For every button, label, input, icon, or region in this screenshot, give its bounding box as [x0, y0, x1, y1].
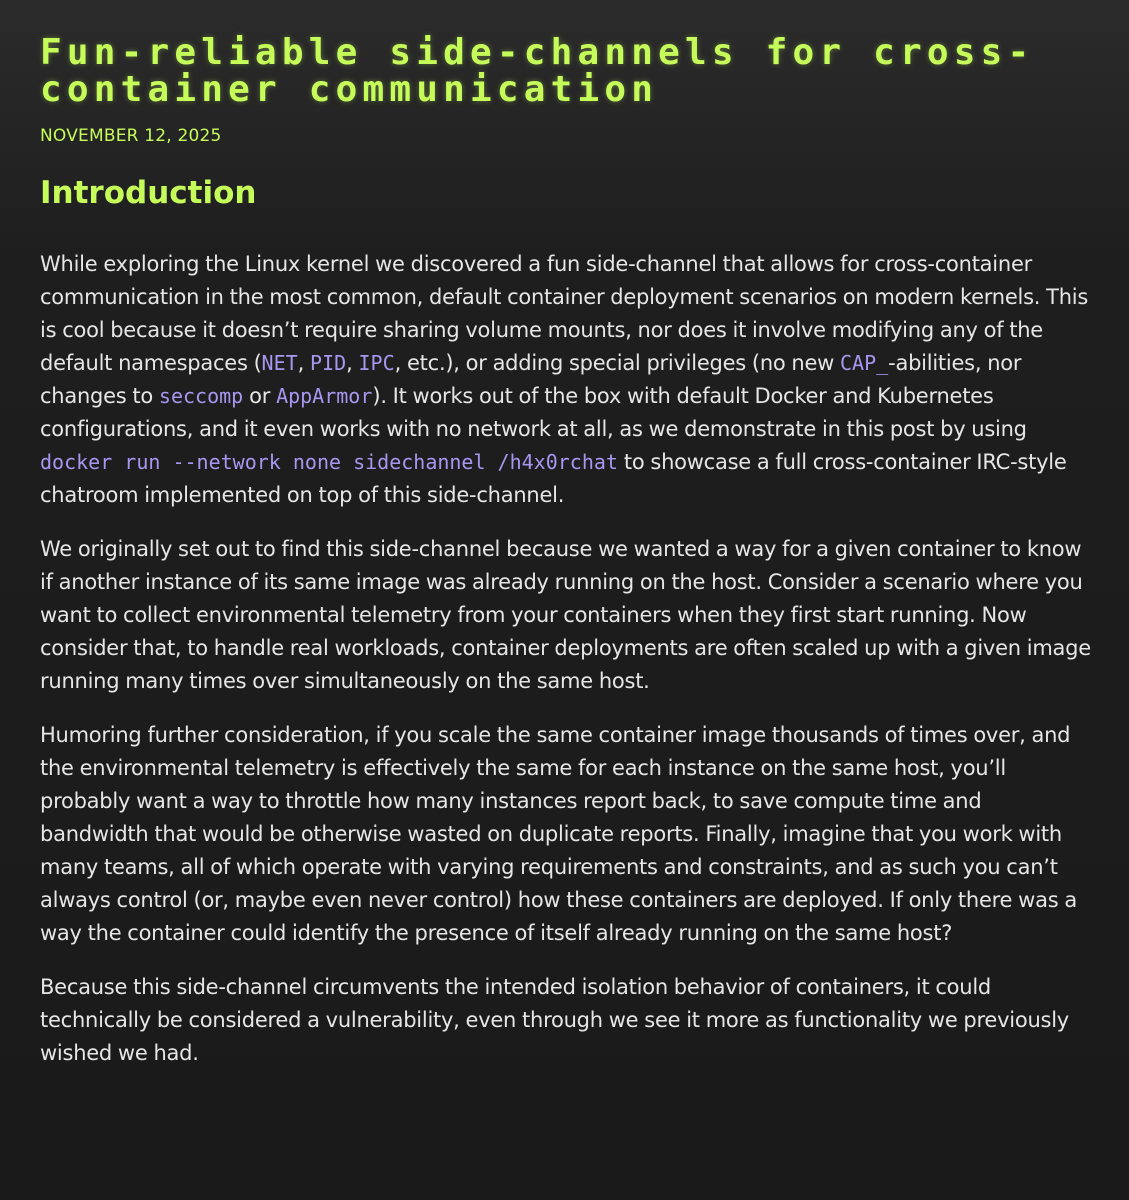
intro-paragraph-4: Because this side-channel circumvents the intended isolation behavior of containers, it could technically be considered a vulnerability, even through we see it more as functionality we previously wished we had. — [40, 975, 1069, 1065]
paragraph-text: , — [297, 351, 311, 375]
inline-code-docker-command: docker run --network none sidechannel /h4x0rchat — [40, 450, 618, 474]
paragraph-text: , — [346, 351, 359, 375]
article-title: Fun-reliable side-channels for cross-container communication — [40, 32, 1035, 110]
paragraph-text: ). It works out of the box with default Docker and Kubernetes configurations, and it even works with no network at all, as we demonstrate in this post by using — [40, 384, 1027, 441]
intro-paragraph-3: Humoring further consideration, if you scale the same container image thousands of times over, and the environmental telemetry is effectively the same for each instance on the same host, you’ll probably want a way to throttle how many instances report back, to save compute time and bandwidth that would be otherwise wasted on duplicate reports. Finally, imagine that you work with many teams, all of which operate with varying requirements and constraints, and as such you can’t always control (or, maybe even never control) how these containers are deployed. If only there was a way the container could identify the presence of itself already running on the same host? — [40, 723, 1077, 945]
inline-code-cap: CAP_ — [839, 351, 889, 375]
paragraph-text: While exploring the Linux kernel we discovered a fun side-channel that allows for cross-container communication in the most common, default container deployment scenarios on modern kernels. This is cool because it doesn’t require sharing volume mounts, nor does it involve modifying any of the default namespaces ( — [40, 252, 1089, 375]
inline-code-net: NET — [261, 351, 298, 375]
paragraph-text: or — [243, 384, 277, 408]
inline-code-ipc: IPC — [358, 351, 395, 375]
inline-code-pid: PID — [310, 351, 347, 375]
intro-paragraph-1 — [40, 248, 1091, 512]
inline-code-apparmor: AppArmor — [276, 384, 373, 408]
intro-paragraph-2: We originally set out to find this side-channel because we wanted a way for a given container to know if another instance of its same image was already running on the host. Consider a scenario where you want to collect environmental telemetry from your containers when they first start running. Now consider that, to handle real workloads, container deployments are often scaled up with a given image running many times over simultaneously on the same host. — [40, 537, 1091, 693]
paragraph-text: , etc.), or adding special privileges (no new — [394, 351, 840, 375]
section-heading-introduction: Introduction — [40, 175, 257, 211]
article-date: NOVEMBER 12, 2025 — [40, 126, 222, 146]
paragraph-text: to showcase a full cross-container IRC-style chatroom implemented on top of this side-channel. — [40, 450, 1067, 507]
paragraph-text: -abilities, nor changes to — [40, 351, 1022, 408]
inline-code-seccomp: seccomp — [158, 384, 244, 408]
